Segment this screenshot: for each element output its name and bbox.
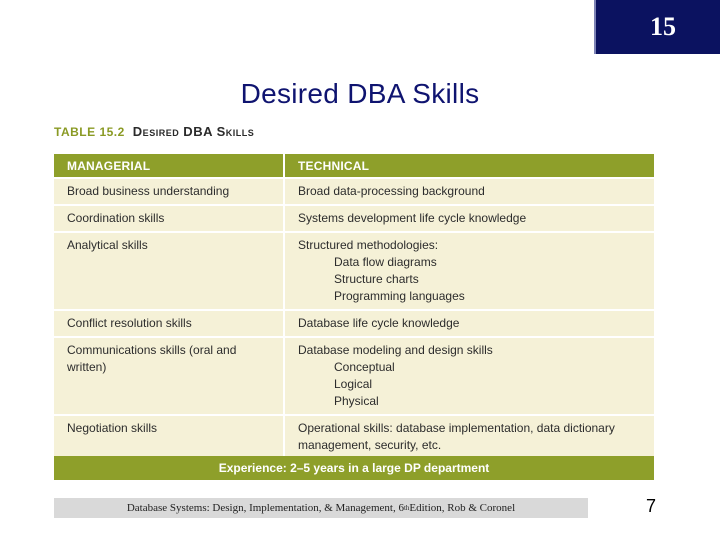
page-number: 7 (646, 496, 657, 516)
citation-text: Database Systems: Design, Implementation, & Management, 6 (126, 502, 404, 514)
technical-line: Broad data-processing background (298, 184, 485, 198)
table-row (54, 231, 654, 309)
technical-line: Systems development life cycle knowledge (298, 211, 527, 225)
technical-cell (283, 231, 654, 309)
technical-line: Operational skills: database implementation, data dictionary (298, 421, 615, 435)
table-row (54, 414, 654, 458)
skills-grid (54, 154, 654, 458)
technical-subitem: Conceptual (334, 360, 395, 374)
technical-subitem: Structure charts (334, 272, 419, 286)
table-row (54, 336, 654, 414)
technical-cell (283, 177, 654, 204)
technical-line: Database modeling and design skills (298, 343, 493, 357)
citation-footer (54, 498, 588, 518)
experience-row: Experience: 2–5 years in a large DP department (54, 456, 654, 480)
header-technical: TECHNICAL (283, 154, 654, 177)
table-caption-title: Desired DBA Skills (132, 124, 255, 139)
technical-cell (283, 414, 654, 458)
managerial-cell: Negotiation skills (54, 414, 283, 458)
technical-subitem: Logical (334, 377, 373, 391)
table-caption-number: TABLE 15.2 (54, 125, 125, 139)
technical-subitem: Physical (334, 394, 379, 408)
table-header-row (54, 154, 654, 177)
technical-line: management, security, etc. (298, 438, 442, 452)
citation-text-end: Edition, Rob & Coronel (409, 502, 516, 514)
managerial-cell: Coordination skills (54, 204, 283, 231)
chapter-badge (594, 0, 720, 54)
managerial-cell: Conflict resolution skills (54, 309, 283, 336)
technical-line: Database life cycle knowledge (298, 316, 460, 330)
chapter-number: 15 (650, 12, 676, 41)
slide-title: Desired DBA Skills (240, 78, 480, 109)
table-row (54, 177, 654, 204)
technical-line: Structured methodologies: (298, 238, 439, 252)
table-caption (54, 124, 254, 139)
technical-cell (283, 309, 654, 336)
dba-skills-table (54, 154, 654, 480)
technical-subitem: Programming languages (334, 289, 465, 303)
citation-superscript: th (403, 504, 410, 512)
technical-subitem: Data flow diagrams (334, 255, 437, 269)
table-body (54, 177, 654, 458)
header-managerial: MANAGERIAL (54, 154, 283, 177)
managerial-cell: Broad business understanding (54, 177, 283, 204)
table-row (54, 204, 654, 231)
managerial-cell: Communications skills (oral and written) (54, 336, 283, 414)
technical-cell (283, 336, 654, 414)
managerial-cell: Analytical skills (54, 231, 283, 309)
technical-cell (283, 204, 654, 231)
table-row (54, 309, 654, 336)
